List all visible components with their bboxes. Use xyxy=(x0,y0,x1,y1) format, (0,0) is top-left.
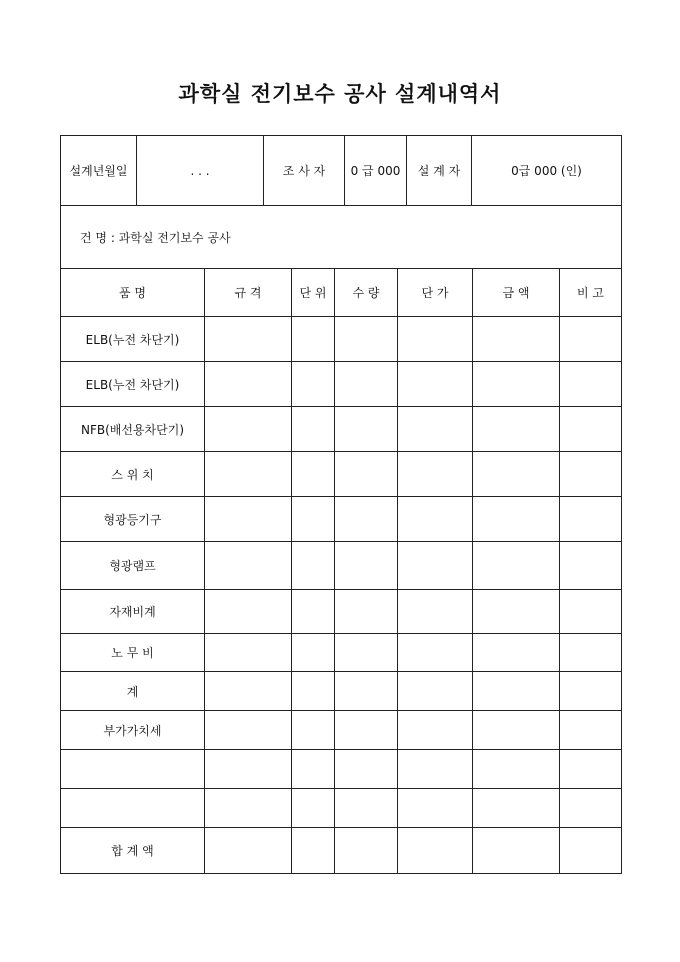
empty-cell xyxy=(292,711,335,750)
empty-cell xyxy=(335,634,398,672)
document-title: 과학실 전기보수 공사 설계내역서 xyxy=(178,81,502,106)
table-row xyxy=(61,542,622,590)
item-name-cell: 부가가치세 xyxy=(61,711,205,750)
table-row xyxy=(61,711,622,750)
item-name-cell xyxy=(61,789,205,828)
table-row xyxy=(61,789,622,828)
empty-cell xyxy=(473,789,560,828)
item-name-cell: NFB(배선용차단기) xyxy=(61,407,205,452)
item-name-cell: ELB(누전 차단기) xyxy=(61,317,205,362)
empty-cell xyxy=(473,497,560,542)
empty-cell xyxy=(398,542,473,590)
empty-cell xyxy=(398,828,473,874)
header-info-table xyxy=(60,135,622,269)
empty-cell xyxy=(398,452,473,497)
table-row xyxy=(61,452,622,497)
empty-cell xyxy=(292,542,335,590)
empty-cell xyxy=(292,497,335,542)
empty-cell xyxy=(205,317,292,362)
table-row xyxy=(61,362,622,407)
empty-cell xyxy=(335,711,398,750)
empty-cell xyxy=(398,672,473,711)
empty-cell xyxy=(398,634,473,672)
empty-cell xyxy=(292,789,335,828)
empty-cell xyxy=(205,362,292,407)
empty-cell xyxy=(560,362,622,407)
empty-cell xyxy=(335,672,398,711)
item-name-cell: 스 위 치 xyxy=(61,452,205,497)
designer-value: 0급 000 (인) xyxy=(472,136,622,206)
empty-cell xyxy=(335,828,398,874)
item-name-cell: 형광등기구 xyxy=(61,497,205,542)
surveyor-value: 0 급 000 xyxy=(345,136,407,206)
item-name-cell: 노 무 비 xyxy=(61,634,205,672)
col-header-spec: 규 격 xyxy=(205,269,292,317)
empty-cell xyxy=(560,407,622,452)
item-name-cell: ELB(누전 차단기) xyxy=(61,362,205,407)
empty-cell xyxy=(205,542,292,590)
empty-cell xyxy=(292,407,335,452)
empty-cell xyxy=(335,452,398,497)
empty-cell xyxy=(335,590,398,634)
surveyor-label: 조 사 자 xyxy=(264,136,345,206)
table-row xyxy=(61,828,622,874)
empty-cell xyxy=(205,750,292,789)
empty-cell xyxy=(292,828,335,874)
design-date-value: . . . xyxy=(137,136,264,206)
col-header-quantity: 수 량 xyxy=(335,269,398,317)
empty-cell xyxy=(292,634,335,672)
items-table xyxy=(60,268,622,874)
item-name-cell: 계 xyxy=(61,672,205,711)
empty-cell xyxy=(473,590,560,634)
empty-cell xyxy=(205,711,292,750)
empty-cell xyxy=(205,828,292,874)
table-row xyxy=(61,750,622,789)
column-header-row xyxy=(61,269,622,317)
table-row xyxy=(61,317,622,362)
empty-cell xyxy=(335,497,398,542)
header-info-row xyxy=(61,136,622,206)
empty-cell xyxy=(473,634,560,672)
project-name-row xyxy=(61,206,622,269)
empty-cell xyxy=(292,590,335,634)
empty-cell xyxy=(560,711,622,750)
col-header-unit-price: 단 가 xyxy=(398,269,473,317)
empty-cell xyxy=(398,362,473,407)
col-header-amount: 금 액 xyxy=(473,269,560,317)
empty-cell xyxy=(292,362,335,407)
table-row xyxy=(61,634,622,672)
table-row xyxy=(61,407,622,452)
empty-cell xyxy=(398,317,473,362)
item-name-cell: 자재비계 xyxy=(61,590,205,634)
project-name: 건 명 : 과학실 전기보수 공사 xyxy=(61,206,622,269)
empty-cell xyxy=(335,750,398,789)
table-row xyxy=(61,672,622,711)
empty-cell xyxy=(560,542,622,590)
empty-cell xyxy=(205,452,292,497)
empty-cell xyxy=(398,789,473,828)
empty-cell xyxy=(292,452,335,497)
empty-cell xyxy=(473,317,560,362)
empty-cell xyxy=(205,407,292,452)
item-rows xyxy=(61,317,622,874)
empty-cell xyxy=(292,750,335,789)
empty-cell xyxy=(335,362,398,407)
col-header-unit: 단 위 xyxy=(292,269,335,317)
empty-cell xyxy=(473,750,560,789)
empty-cell xyxy=(560,452,622,497)
col-header-item: 품 명 xyxy=(61,269,205,317)
empty-cell xyxy=(473,672,560,711)
designer-label: 설 계 자 xyxy=(407,136,472,206)
table-row xyxy=(61,497,622,542)
empty-cell xyxy=(560,672,622,711)
empty-cell xyxy=(335,317,398,362)
col-header-remarks: 비 고 xyxy=(560,269,622,317)
empty-cell xyxy=(560,789,622,828)
empty-cell xyxy=(473,711,560,750)
item-name-cell: 형광램프 xyxy=(61,542,205,590)
table-row xyxy=(61,590,622,634)
empty-cell xyxy=(473,452,560,497)
empty-cell xyxy=(398,497,473,542)
empty-cell xyxy=(398,750,473,789)
empty-cell xyxy=(560,497,622,542)
empty-cell xyxy=(473,542,560,590)
empty-cell xyxy=(473,362,560,407)
item-name-cell: 합 계 액 xyxy=(61,828,205,874)
empty-cell xyxy=(205,789,292,828)
empty-cell xyxy=(560,317,622,362)
empty-cell xyxy=(398,711,473,750)
empty-cell xyxy=(560,750,622,789)
empty-cell xyxy=(205,672,292,711)
empty-cell xyxy=(205,634,292,672)
empty-cell xyxy=(560,634,622,672)
empty-cell xyxy=(560,828,622,874)
empty-cell xyxy=(205,590,292,634)
empty-cell xyxy=(335,407,398,452)
empty-cell xyxy=(335,789,398,828)
empty-cell xyxy=(292,672,335,711)
empty-cell xyxy=(473,407,560,452)
empty-cell xyxy=(398,407,473,452)
empty-cell xyxy=(398,590,473,634)
item-name-cell xyxy=(61,750,205,789)
design-date-label: 설계년월일 xyxy=(61,136,137,206)
empty-cell xyxy=(335,542,398,590)
empty-cell xyxy=(205,497,292,542)
empty-cell xyxy=(292,317,335,362)
empty-cell xyxy=(560,590,622,634)
empty-cell xyxy=(473,828,560,874)
